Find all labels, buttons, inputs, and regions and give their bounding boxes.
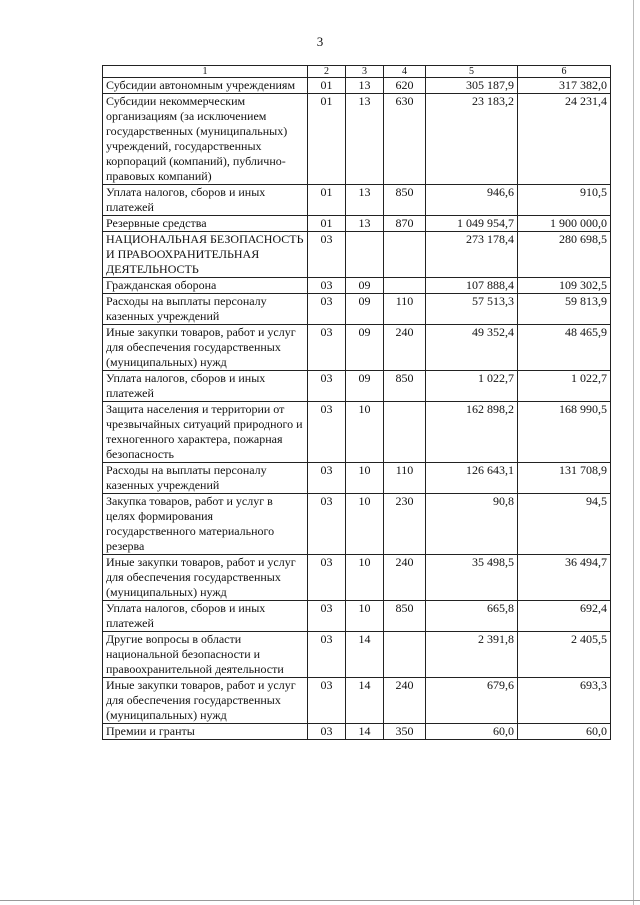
section-code: 03 [308,463,346,494]
expense-type-code: 240 [384,325,426,371]
amount-year-1: 23 183,2 [426,94,518,185]
amount-year-2: 109 302,5 [518,278,611,294]
amount-year-2: 36 494,7 [518,555,611,601]
amount-year-1: 273 178,4 [426,232,518,278]
item-name: Закупка товаров, работ и услуг в целях формирования государственного материального резерва [103,494,308,555]
amount-year-1: 1 049 954,7 [426,216,518,232]
section-code: 03 [308,494,346,555]
amount-year-2: 60,0 [518,724,611,740]
subsection-code: 09 [346,371,384,402]
expense-type-code [384,232,426,278]
amount-year-1: 2 391,8 [426,632,518,678]
table-row [103,371,611,402]
expense-type-code [384,632,426,678]
table-row [103,402,611,463]
table-row [103,294,611,325]
scan-bottom-line [0,900,640,901]
amount-year-2: 280 698,5 [518,232,611,278]
expense-type-code [384,278,426,294]
subsection-code: 09 [346,325,384,371]
header-cell: 3 [346,66,384,78]
table-row [103,494,611,555]
expense-type-code: 630 [384,94,426,185]
subsection-code: 13 [346,94,384,185]
subsection-code: 10 [346,494,384,555]
item-name: Уплата налогов, сборов и иных платежей [103,601,308,632]
expense-type-code [384,402,426,463]
section-code: 03 [308,724,346,740]
amount-year-2: 48 465,9 [518,325,611,371]
amount-year-1: 57 513,3 [426,294,518,325]
header-row [103,66,611,78]
table-row [103,724,611,740]
table-row [103,94,611,185]
expense-type-code: 620 [384,78,426,94]
expense-type-code: 350 [384,724,426,740]
subsection-code: 10 [346,601,384,632]
amount-year-1: 126 643,1 [426,463,518,494]
subsection-code: 09 [346,278,384,294]
amount-year-2: 24 231,4 [518,94,611,185]
scan-edge-line [633,0,634,905]
section-code: 03 [308,678,346,724]
header-cell: 1 [103,66,308,78]
item-name: Премии и гранты [103,724,308,740]
item-name: НАЦИОНАЛЬНАЯ БЕЗОПАСНОСТЬ И ПРАВООХРАНИТЕЛЬНАЯ ДЕЯТЕЛЬНОСТЬ [103,232,308,278]
expense-type-code: 850 [384,601,426,632]
item-name: Гражданская оборона [103,278,308,294]
amount-year-1: 35 498,5 [426,555,518,601]
amount-year-2: 168 990,5 [518,402,611,463]
table-row [103,278,611,294]
expense-type-code: 230 [384,494,426,555]
subsection-code [346,232,384,278]
expense-type-code: 240 [384,555,426,601]
amount-year-1: 60,0 [426,724,518,740]
subsection-code: 10 [346,463,384,494]
section-code: 01 [308,78,346,94]
table-row [103,463,611,494]
table-row [103,325,611,371]
table-row [103,78,611,94]
budget-table [102,65,611,740]
amount-year-2: 693,3 [518,678,611,724]
table-row [103,632,611,678]
section-code: 03 [308,371,346,402]
section-code: 01 [308,185,346,216]
table-row [103,555,611,601]
amount-year-1: 679,6 [426,678,518,724]
expense-type-code: 110 [384,463,426,494]
page-number: 3 [316,34,324,49]
amount-year-1: 305 187,9 [426,78,518,94]
amount-year-2: 131 708,9 [518,463,611,494]
item-name: Защита населения и территории от чрезвычайных ситуаций природного и техногенного характера, пожарная безопасность [103,402,308,463]
header-cell: 4 [384,66,426,78]
table-row [103,185,611,216]
subsection-code: 13 [346,78,384,94]
amount-year-2: 94,5 [518,494,611,555]
expense-type-code: 850 [384,185,426,216]
section-code: 01 [308,94,346,185]
subsection-code: 10 [346,402,384,463]
subsection-code: 09 [346,294,384,325]
subsection-code: 13 [346,216,384,232]
section-code: 03 [308,294,346,325]
expense-type-code: 870 [384,216,426,232]
item-name: Уплата налогов, сборов и иных платежей [103,185,308,216]
section-code: 03 [308,632,346,678]
amount-year-1: 49 352,4 [426,325,518,371]
expense-type-code: 110 [384,294,426,325]
section-code: 01 [308,216,346,232]
amount-year-2: 59 813,9 [518,294,611,325]
header-cell: 5 [426,66,518,78]
item-name: Иные закупки товаров, работ и услуг для обеспечения государственных (муниципальных) нужд [103,555,308,601]
amount-year-1: 665,8 [426,601,518,632]
subsection-code: 14 [346,724,384,740]
header-cell: 2 [308,66,346,78]
amount-year-2: 2 405,5 [518,632,611,678]
amount-year-2: 1 022,7 [518,371,611,402]
subsection-code: 14 [346,678,384,724]
expense-type-code: 850 [384,371,426,402]
table-row [103,601,611,632]
item-name: Субсидии автономным учреждениям [103,78,308,94]
subsection-code: 14 [346,632,384,678]
table-row [103,678,611,724]
section-code: 03 [308,555,346,601]
item-name: Иные закупки товаров, работ и услуг для обеспечения государственных (муниципальных) нужд [103,325,308,371]
item-name: Другие вопросы в области национальной безопасности и правоохранительной деятельности [103,632,308,678]
subsection-code: 10 [346,555,384,601]
item-name: Иные закупки товаров, работ и услуг для обеспечения государственных (муниципальных) нужд [103,678,308,724]
amount-year-2: 692,4 [518,601,611,632]
amount-year-2: 1 900 000,0 [518,216,611,232]
section-code: 03 [308,601,346,632]
amount-year-2: 910,5 [518,185,611,216]
header-cell: 6 [518,66,611,78]
table-row [103,216,611,232]
expense-type-code: 240 [384,678,426,724]
section-code: 03 [308,278,346,294]
item-name: Расходы на выплаты персоналу казенных учреждений [103,294,308,325]
item-name: Резервные средства [103,216,308,232]
item-name: Расходы на выплаты персоналу казенных учреждений [103,463,308,494]
section-code: 03 [308,325,346,371]
item-name: Субсидии некоммерческим организациям (за исключением государственных (муниципальных) учреждений, государственных корпораций (компаний), публично-правовых компаний) [103,94,308,185]
amount-year-1: 107 888,4 [426,278,518,294]
amount-year-1: 90,8 [426,494,518,555]
table-row [103,232,611,278]
amount-year-1: 1 022,7 [426,371,518,402]
amount-year-2: 317 382,0 [518,78,611,94]
amount-year-1: 946,6 [426,185,518,216]
amount-year-1: 162 898,2 [426,402,518,463]
subsection-code: 13 [346,185,384,216]
section-code: 03 [308,402,346,463]
item-name: Уплата налогов, сборов и иных платежей [103,371,308,402]
section-code: 03 [308,232,346,278]
